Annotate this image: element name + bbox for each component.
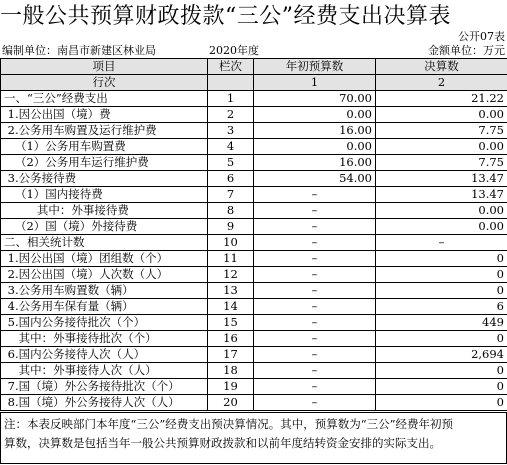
row-item: 二、相关统计数 <box>1 235 208 251</box>
footnote-line-1: 注：本表反映部门本年度“三公”经费支出预决算情况。其中，预算数为“三公”经费年初预 <box>4 417 454 431</box>
row-budget: – <box>254 251 376 267</box>
row-item: 2.公务用车购置及运行维护费 <box>1 123 208 139</box>
table-row <box>1 123 507 139</box>
row-final: 2,694 <box>376 347 507 363</box>
row-final: 0 <box>376 283 507 299</box>
row-budget: 54.00 <box>254 171 376 187</box>
table-row <box>1 107 507 123</box>
row-final: 7.75 <box>376 123 507 139</box>
table-index-row <box>1 75 507 91</box>
table-row <box>1 315 507 331</box>
row-budget: – <box>254 395 376 411</box>
table-row <box>1 171 507 187</box>
row-item: 3.公务用车购置数（辆） <box>1 283 208 299</box>
header-blank <box>208 75 254 91</box>
row-final: 0.00 <box>376 203 507 219</box>
row-final: 6 <box>376 299 507 315</box>
table-row <box>1 155 507 171</box>
table-row <box>1 219 507 235</box>
row-final: 0.00 <box>376 107 507 123</box>
header-budget: 年初预算数 <box>254 59 376 75</box>
row-item: 8.国（境）外公务接待人次（人） <box>1 395 208 411</box>
row-number: 3 <box>208 123 254 139</box>
row-budget: 16.00 <box>254 123 376 139</box>
table-row <box>1 235 507 251</box>
row-budget: – <box>254 235 376 251</box>
row-final: 0.00 <box>376 219 507 235</box>
row-item: 5.国内公务接待批次（个） <box>1 315 208 331</box>
page-title: 一般公共预算财政拨款“三公”经费支出决算表 <box>0 4 451 29</box>
row-budget: – <box>254 283 376 299</box>
row-number: 18 <box>208 363 254 379</box>
row-budget: – <box>254 267 376 283</box>
header-budget-index: 1 <box>254 75 376 91</box>
row-item: 1.因公出国（境）费 <box>1 107 208 123</box>
table-row <box>1 299 507 315</box>
row-budget: – <box>254 347 376 363</box>
row-budget: – <box>254 315 376 331</box>
header-col: 栏次 <box>208 59 254 75</box>
row-number: 2 <box>208 107 254 123</box>
row-number: 13 <box>208 283 254 299</box>
table-row <box>1 363 507 379</box>
row-item: 其中：外事接待人次（人） <box>1 363 208 379</box>
row-number: 12 <box>208 267 254 283</box>
header-item: 项目 <box>1 59 208 75</box>
row-item: （2）国（境）外接待费 <box>1 219 208 235</box>
row-item: 1.因公出国（境）团组数（个） <box>1 251 208 267</box>
row-final: 0 <box>376 331 507 347</box>
row-item: 其中：外事接待批次（个） <box>1 331 208 347</box>
table-row <box>1 139 507 155</box>
row-final: 13.47 <box>376 171 507 187</box>
row-final: 21.22 <box>376 91 507 107</box>
header-row-label: 行次 <box>1 75 208 91</box>
row-budget: 16.00 <box>254 155 376 171</box>
form-number: 公开07表 <box>458 30 505 43</box>
row-budget: – <box>254 363 376 379</box>
row-number: 1 <box>208 91 254 107</box>
footnote <box>0 412 507 464</box>
header-final-index: 2 <box>376 75 507 91</box>
table-row <box>1 283 507 299</box>
table-row <box>1 251 507 267</box>
row-number: 16 <box>208 331 254 347</box>
row-final: 0 <box>376 395 507 411</box>
row-budget: – <box>254 331 376 347</box>
row-budget: – <box>254 379 376 395</box>
table-row <box>1 331 507 347</box>
row-number: 17 <box>208 347 254 363</box>
row-budget: 0.00 <box>254 107 376 123</box>
table-row <box>1 267 507 283</box>
compiling-unit: 编制单位：南昌市新建区林业局 <box>2 44 156 57</box>
row-number: 10 <box>208 235 254 251</box>
row-number: 5 <box>208 155 254 171</box>
row-number: 8 <box>208 203 254 219</box>
row-item: （1）公务用车购置费 <box>1 139 208 155</box>
table-header-row <box>1 59 507 75</box>
expense-table <box>0 58 507 411</box>
row-budget: 0.00 <box>254 139 376 155</box>
row-number: 15 <box>208 315 254 331</box>
row-item: 2.因公出国（境）人次数（人） <box>1 267 208 283</box>
row-item: 7.国（境）外公务接待批次（个） <box>1 379 208 395</box>
fiscal-year: 2020年度 <box>209 44 259 57</box>
row-item: 其中：外事接待费 <box>1 203 208 219</box>
row-final: 13.47 <box>376 187 507 203</box>
table-row <box>1 91 507 107</box>
row-item: （2）公务用车运行维护费 <box>1 155 208 171</box>
row-item: （1）国内接待费 <box>1 187 208 203</box>
table-row <box>1 203 507 219</box>
table-row <box>1 379 507 395</box>
row-item: 4.公务用车保有量（辆） <box>1 299 208 315</box>
table-row <box>1 187 507 203</box>
row-number: 9 <box>208 219 254 235</box>
row-budget: – <box>254 187 376 203</box>
row-number: 7 <box>208 187 254 203</box>
row-budget: – <box>254 219 376 235</box>
row-final: 0 <box>376 363 507 379</box>
row-final: 0.00 <box>376 139 507 155</box>
row-number: 14 <box>208 299 254 315</box>
row-final: – <box>376 235 507 251</box>
row-number: 19 <box>208 379 254 395</box>
row-item: 6.国内公务接待人次（人） <box>1 347 208 363</box>
row-budget: 70.00 <box>254 91 376 107</box>
row-final: 0 <box>376 251 507 267</box>
money-unit: 金额单位：万元 <box>428 44 505 57</box>
row-budget: – <box>254 299 376 315</box>
header-info-row <box>0 44 507 57</box>
row-number: 20 <box>208 395 254 411</box>
header-final: 决算数 <box>376 59 507 75</box>
row-final: 0 <box>376 379 507 395</box>
row-number: 6 <box>208 171 254 187</box>
row-item: 3.公务接待费 <box>1 171 208 187</box>
footnote-line-2: 算数，决算数是包括当年一般公共预算财政拨款和以前年度结转资金安排的实际支出。 <box>4 436 441 450</box>
row-final: 7.75 <box>376 155 507 171</box>
row-number: 11 <box>208 251 254 267</box>
row-item: 一、“三公”经费支出 <box>1 91 208 107</box>
row-budget: – <box>254 203 376 219</box>
table-row <box>1 347 507 363</box>
row-final: 449 <box>376 315 507 331</box>
row-number: 4 <box>208 139 254 155</box>
table-row <box>1 395 507 411</box>
row-final: 0 <box>376 267 507 283</box>
